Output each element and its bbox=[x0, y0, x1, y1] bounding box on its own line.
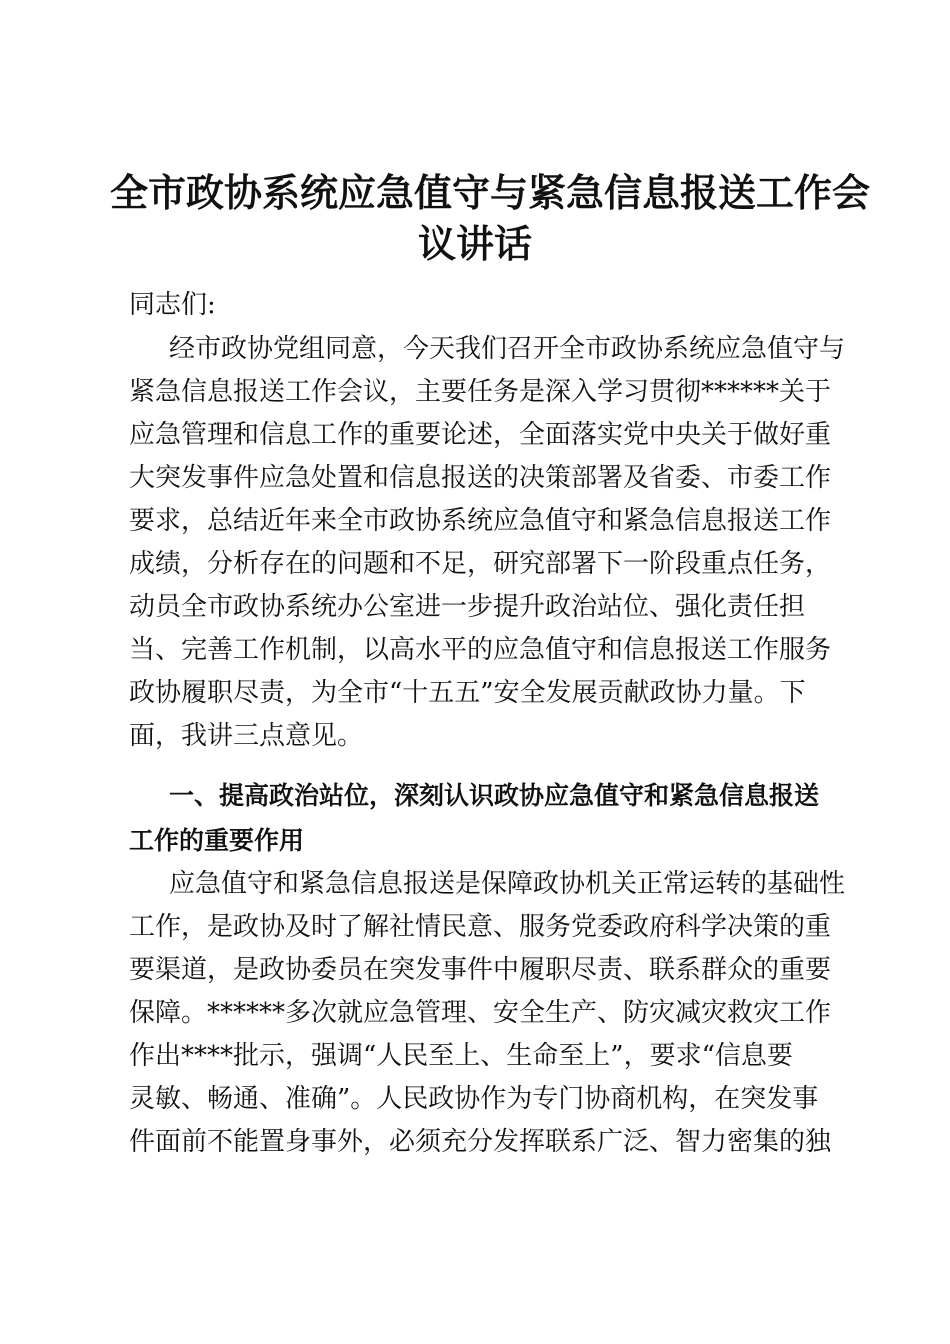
paragraph-line: 工作，是政协及时了解社情民意、服务党委政府科学决策的重 bbox=[129, 912, 832, 942]
paragraph-line: 政协履职尽责，为全市“十五五”安全发展贡献政协力量。下 bbox=[129, 678, 806, 708]
paragraph-line: 应急值守和紧急信息报送是保障政协机关正常运转的基础性 bbox=[169, 869, 846, 899]
paragraph-line: 灵敏、畅通、准确”。人民政协作为专门协商机构，在突发事 bbox=[129, 1084, 819, 1114]
paragraph-line: 当、完善工作机制，以高水平的应急值守和信息报送工作服务 bbox=[129, 635, 832, 665]
paragraph-line: 应急管理和信息工作的重要论述，全面落实党中央关于做好重 bbox=[129, 420, 832, 450]
paragraph-section-one bbox=[129, 863, 846, 1164]
salutation bbox=[129, 284, 829, 327]
paragraph-line: 作出****批示，强调“人民至上、生命至上”，要求“信息要 bbox=[129, 1041, 793, 1071]
paragraph-line: 要渠道，是政协委员在突发事件中履职尽责、联系群众的重要 bbox=[129, 955, 832, 985]
paragraph-line: 保障。******多次就应急管理、安全生产、防灾减灾救灾工作 bbox=[129, 998, 832, 1028]
paragraph-line: 要求，总结近年来全市政协系统应急值守和紧急信息报送工作 bbox=[129, 506, 832, 536]
heading-line: 工作的重要作用 bbox=[129, 826, 305, 855]
paragraph-line: 大突发事件应急处置和信息报送的决策部署及省委、市委工作 bbox=[129, 463, 832, 493]
salutation-text: 同志们: bbox=[129, 290, 216, 320]
section-heading bbox=[129, 774, 829, 864]
paragraph-line: 成绩，分析存在的问题和不足，研究部署下一阶段重点任务， bbox=[129, 549, 832, 579]
paragraph-line: 动员全市政协系统办公室进一步提升政治站位、强化责任担 bbox=[129, 592, 806, 622]
title-line: 全市政协系统应急值守与紧急信息报送工作会 bbox=[110, 171, 871, 215]
paragraph-line: 面，我讲三点意见。 bbox=[129, 721, 364, 751]
title-line: 议讲话 bbox=[417, 222, 532, 266]
paragraph-line: 紧急信息报送工作会议，主要任务是深入学习贯彻******关于 bbox=[129, 377, 832, 407]
heading-line: 一、提高政治站位，深刻认识政协应急值守和紧急信息报送 bbox=[169, 781, 820, 810]
paragraph-line: 经市政协党组同意，今天我们召开全市政协系统应急值守与 bbox=[169, 334, 846, 364]
paragraph-line: 件面前不能置身事外，必须充分发挥联系广泛、智力密集的独 bbox=[129, 1127, 832, 1157]
document-title bbox=[110, 168, 871, 270]
paragraph-intro bbox=[129, 328, 846, 758]
